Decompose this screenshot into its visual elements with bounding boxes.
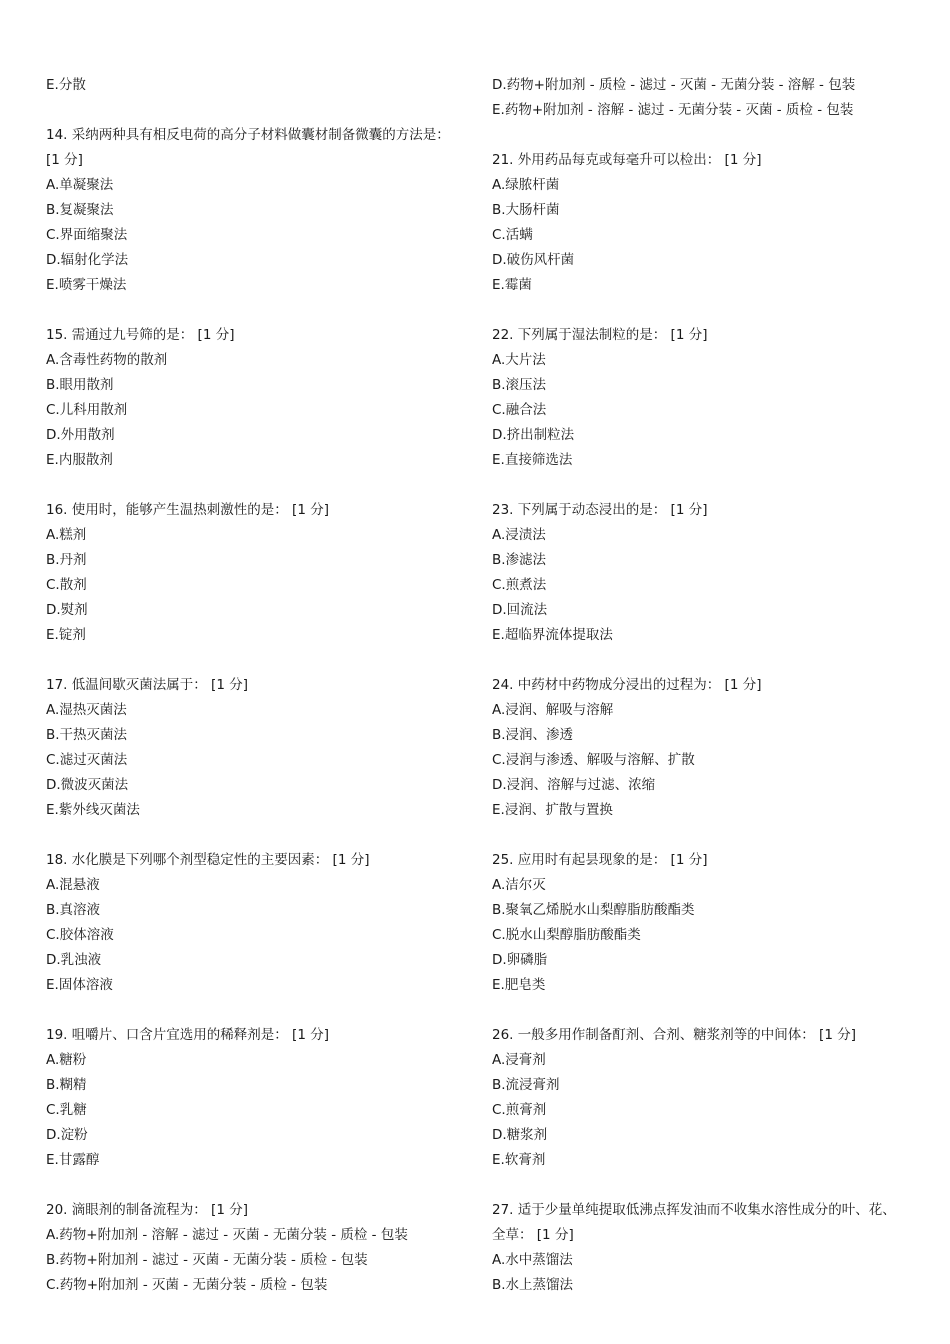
answer-option: E.内服散剂 [46, 452, 113, 468]
answer-option: D.辐射化学法 [46, 252, 129, 268]
answer-option: B.渗滤法 [492, 552, 547, 568]
answer-option: B.干热灭菌法 [46, 727, 128, 743]
answer-option: E.浸润、扩散与置换 [492, 802, 613, 818]
question-block [46, 1198, 476, 1298]
answer-option: D.乳浊液 [46, 952, 102, 968]
continued-option: E.药物+附加剂 - 溶解 - 滤过 - 无菌分装 - 灭菌 - 质检 - 包装 [492, 102, 854, 118]
question-spacer [46, 998, 476, 1023]
answer-option: E.超临界流体提取法 [492, 627, 613, 643]
answer-option: D.糖浆剂 [492, 1127, 548, 1143]
answer-option: C.乳糖 [46, 1102, 87, 1118]
question-text: 17. 低温间歇灭菌法属于： [1 分] [46, 677, 248, 693]
question-spacer [46, 98, 476, 123]
answer-option: E.肥皂类 [492, 977, 546, 993]
answer-option: A.药物+附加剂 - 溶解 - 滤过 - 灭菌 - 无菌分装 - 质检 - 包装 [46, 1227, 408, 1243]
question-text: [1 分] [46, 152, 83, 168]
answer-option: E.霉菌 [492, 277, 532, 293]
answer-option: E.甘露醇 [46, 1152, 100, 1168]
answer-option: C.融合法 [492, 402, 547, 418]
question-block [46, 498, 476, 648]
answer-option: A.混悬液 [46, 877, 100, 893]
answer-option: E.紫外线灭菌法 [46, 802, 140, 818]
question-spacer [46, 298, 476, 323]
answer-option: C.散剂 [46, 577, 87, 593]
question-spacer [492, 823, 922, 848]
answer-option: A.湿热灭菌法 [46, 702, 127, 718]
question-text: 24. 中药材中药物成分浸出的过程为： [1 分] [492, 677, 762, 693]
answer-option: A.含毒性药物的散剂 [46, 352, 168, 368]
answer-option: D.挤出制粒法 [492, 427, 575, 443]
answer-option: A.糖粉 [46, 1052, 87, 1068]
answer-option: A.大片法 [492, 352, 546, 368]
question-text: 14. 采纳两种具有相反电荷的高分子材料做囊材制备微囊的方法是： [46, 127, 450, 143]
answer-option: B.药物+附加剂 - 滤过 - 灭菌 - 无菌分装 - 质检 - 包装 [46, 1252, 368, 1268]
answer-option: C.胶体溶液 [46, 927, 114, 943]
question-text: 26. 一般多用作制备酊剂、合剂、糖浆剂等的中间体： [1 分] [492, 1027, 856, 1043]
answer-option: A.单凝聚法 [46, 177, 114, 193]
question-block [46, 123, 476, 298]
answer-option: A.浸润、解吸与溶解 [492, 702, 614, 718]
question-text: 21. 外用药品每克或每毫升可以检出： [1 分] [492, 152, 762, 168]
answer-option: C.滤过灭菌法 [46, 752, 128, 768]
question-text: 25. 应用时有起昙现象的是： [1 分] [492, 852, 708, 868]
answer-option: E.固体溶液 [46, 977, 113, 993]
answer-option: B.糊精 [46, 1077, 87, 1093]
question-spacer [46, 648, 476, 673]
answer-option: D.卵磷脂 [492, 952, 548, 968]
answer-option: B.滚压法 [492, 377, 547, 393]
question-block [492, 1198, 922, 1298]
question-text: 全草： [1 分] [492, 1227, 574, 1243]
question-spacer [46, 823, 476, 848]
question-text: 22. 下列属于湿法制粒的是： [1 分] [492, 327, 708, 343]
answer-option: D.破伤风杆菌 [492, 252, 575, 268]
answer-option: E.直接筛选法 [492, 452, 573, 468]
answer-option: B.复凝聚法 [46, 202, 114, 218]
answer-option: E.喷雾干燥法 [46, 277, 127, 293]
answer-option: B.浸润、渗透 [492, 727, 574, 743]
question-text: 20. 滴眼剂的制备流程为： [1 分] [46, 1202, 248, 1218]
answer-option: A.浸渍法 [492, 527, 546, 543]
answer-option: A.浸膏剂 [492, 1052, 546, 1068]
question-block [492, 848, 922, 998]
question-block [46, 1023, 476, 1173]
question-spacer [492, 298, 922, 323]
question-text: 18. 水化膜是下列哪个剂型稳定性的主要因素： [1 分] [46, 852, 370, 868]
question-block [46, 323, 476, 473]
answer-option: B.丹剂 [46, 552, 87, 568]
answer-option: D.淀粉 [46, 1127, 88, 1143]
question-spacer [492, 473, 922, 498]
answer-option: B.大肠杆菌 [492, 202, 560, 218]
answer-option: C.浸润与渗透、解吸与溶解、扩散 [492, 752, 695, 768]
answer-option: C.活螨 [492, 227, 533, 243]
question-spacer [492, 998, 922, 1023]
question-block [492, 673, 922, 823]
question-spacer [46, 1173, 476, 1198]
question-text: 19. 咀嚼片、口含片宜选用的稀释剂是： [1 分] [46, 1027, 329, 1043]
answer-option: C.煎煮法 [492, 577, 547, 593]
continued-option: D.药物+附加剂 - 质检 - 滤过 - 灭菌 - 无菌分装 - 溶解 - 包装 [492, 77, 856, 93]
continued-option: E.分散 [46, 77, 86, 93]
answer-option: C.脱水山梨醇脂肪酸酯类 [492, 927, 641, 943]
question-text: 27. 适于少量单纯提取低沸点挥发油而不收集水溶性成分的叶、花、 [492, 1202, 896, 1218]
question-block [492, 323, 922, 473]
answer-option: E.锭剂 [46, 627, 86, 643]
answer-option: B.真溶液 [46, 902, 101, 918]
answer-option: C.药物+附加剂 - 灭菌 - 无菌分装 - 质检 - 包装 [46, 1277, 328, 1293]
answer-option: D.回流法 [492, 602, 548, 618]
question-text: 15. 需通过九号筛的是： [1 分] [46, 327, 235, 343]
question-spacer [492, 1173, 922, 1198]
question-spacer [492, 123, 922, 148]
answer-option: A.水中蒸馏法 [492, 1252, 573, 1268]
question-block [492, 1023, 922, 1173]
question-block [492, 148, 922, 298]
answer-option: C.煎膏剂 [492, 1102, 547, 1118]
answer-option: C.儿科用散剂 [46, 402, 128, 418]
answer-option: D.熨剂 [46, 602, 88, 618]
right-column [492, 73, 922, 1298]
answer-option: A.绿脓杆菌 [492, 177, 560, 193]
answer-option: A.糕剂 [46, 527, 87, 543]
question-text: 23. 下列属于动态浸出的是： [1 分] [492, 502, 708, 518]
answer-option: A.洁尔灭 [492, 877, 546, 893]
question-block [46, 848, 476, 998]
question-spacer [492, 648, 922, 673]
answer-option: C.界面缩聚法 [46, 227, 128, 243]
question-block [492, 498, 922, 648]
answer-option: D.浸润、溶解与过滤、浓缩 [492, 777, 656, 793]
answer-option: B.眼用散剂 [46, 377, 114, 393]
question-block [46, 673, 476, 823]
answer-option: D.微波灭菌法 [46, 777, 129, 793]
answer-option: E.软膏剂 [492, 1152, 546, 1168]
left-column [46, 73, 476, 1298]
answer-option: B.流浸膏剂 [492, 1077, 560, 1093]
question-spacer [46, 473, 476, 498]
answer-option: D.外用散剂 [46, 427, 115, 443]
question-text: 16. 使用时，能够产生温热刺激性的是： [1 分] [46, 502, 329, 518]
answer-option: B.水上蒸馏法 [492, 1277, 574, 1293]
answer-option: B.聚氧乙烯脱水山梨醇脂肪酸酯类 [492, 902, 695, 918]
